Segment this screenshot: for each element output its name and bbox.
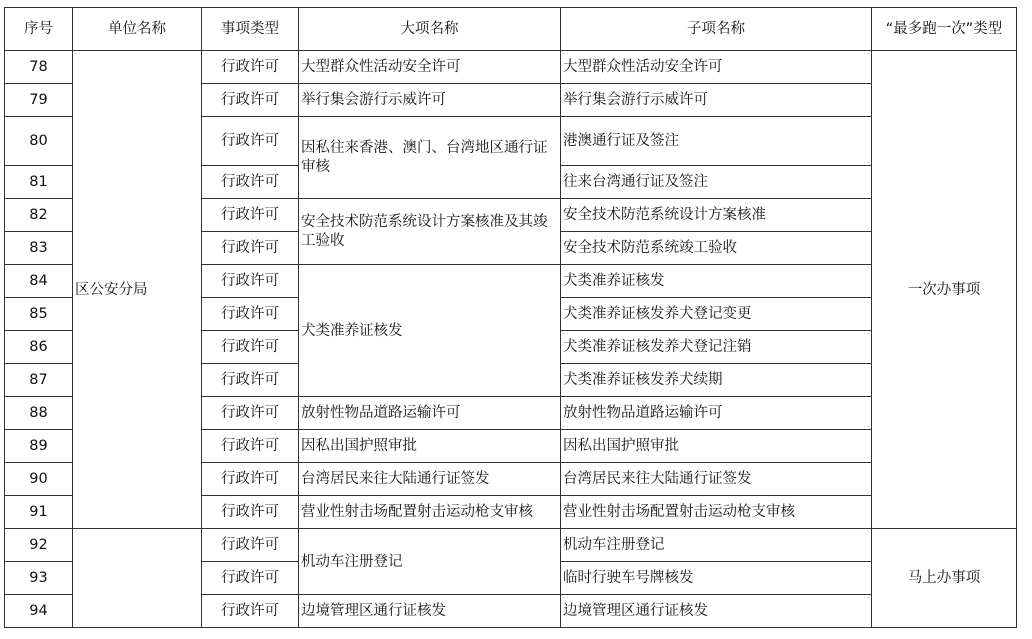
major-cell: 因私出国护照审批 [299, 430, 561, 463]
type-cell: 行政许可 [202, 199, 299, 232]
seq-cell: 78 [5, 51, 73, 84]
major-cell: 犬类准养证核发 [299, 265, 561, 397]
major-cell: 安全技术防范系统设计方案核准及其竣工验收 [299, 199, 561, 265]
sub-cell: 临时行驶车号牌核发 [561, 562, 872, 595]
header-major: 大项名称 [299, 8, 561, 51]
header-unit: 单位名称 [73, 8, 202, 51]
type-cell: 行政许可 [202, 298, 299, 331]
seq-cell: 86 [5, 331, 73, 364]
seq-cell: 80 [5, 117, 73, 166]
sub-cell: 港澳通行证及签注 [561, 117, 872, 166]
unit-cell-empty [73, 529, 202, 628]
type-cell: 行政许可 [202, 430, 299, 463]
header-seq: 序号 [5, 8, 73, 51]
seq-cell: 92 [5, 529, 73, 562]
seq-cell: 83 [5, 232, 73, 265]
sub-cell: 举行集会游行示威许可 [561, 84, 872, 117]
header-run-type: “最多跑一次”类型 [872, 8, 1017, 51]
seq-cell: 82 [5, 199, 73, 232]
type-cell: 行政许可 [202, 529, 299, 562]
sub-cell: 因私出国护照审批 [561, 430, 872, 463]
sub-cell: 营业性射击场配置射击运动枪支审核 [561, 496, 872, 529]
seq-cell: 81 [5, 166, 73, 199]
type-cell: 行政许可 [202, 364, 299, 397]
major-cell: 营业性射击场配置射击运动枪支审核 [299, 496, 561, 529]
major-cell: 放射性物品道路运输许可 [299, 397, 561, 430]
type-cell: 行政许可 [202, 496, 299, 529]
seq-cell: 93 [5, 562, 73, 595]
major-cell: 台湾居民来往大陆通行证签发 [299, 463, 561, 496]
major-cell: 举行集会游行示威许可 [299, 84, 561, 117]
type-cell: 行政许可 [202, 51, 299, 84]
sub-cell: 往来台湾通行证及签注 [561, 166, 872, 199]
type-cell: 行政许可 [202, 463, 299, 496]
type-cell: 行政许可 [202, 265, 299, 298]
seq-cell: 88 [5, 397, 73, 430]
run-type-cell: 一次办事项 [872, 51, 1017, 529]
sub-cell: 边境管理区通行证核发 [561, 595, 872, 628]
seq-cell: 91 [5, 496, 73, 529]
sub-cell: 机动车注册登记 [561, 529, 872, 562]
major-cell: 边境管理区通行证核发 [299, 595, 561, 628]
sub-cell: 犬类准养证核发养犬登记注销 [561, 331, 872, 364]
run-type-cell: 马上办事项 [872, 529, 1017, 628]
sub-cell: 放射性物品道路运输许可 [561, 397, 872, 430]
seq-cell: 85 [5, 298, 73, 331]
type-cell: 行政许可 [202, 595, 299, 628]
seq-cell: 79 [5, 84, 73, 117]
seq-cell: 87 [5, 364, 73, 397]
major-cell: 大型群众性活动安全许可 [299, 51, 561, 84]
table-row [5, 51, 1017, 84]
sub-cell: 犬类准养证核发 [561, 265, 872, 298]
seq-cell: 94 [5, 595, 73, 628]
sub-cell: 安全技术防范系统竣工验收 [561, 232, 872, 265]
type-cell: 行政许可 [202, 562, 299, 595]
seq-cell: 84 [5, 265, 73, 298]
seq-cell: 89 [5, 430, 73, 463]
type-cell: 行政许可 [202, 232, 299, 265]
unit-cell: 区公安分局 [73, 51, 202, 529]
header-type: 事项类型 [202, 8, 299, 51]
header-row [5, 8, 1017, 51]
type-cell: 行政许可 [202, 397, 299, 430]
sub-cell: 安全技术防范系统设计方案核准 [561, 199, 872, 232]
sub-cell: 台湾居民来往大陆通行证签发 [561, 463, 872, 496]
sub-cell: 犬类准养证核发养犬登记变更 [561, 298, 872, 331]
seq-cell: 90 [5, 463, 73, 496]
type-cell: 行政许可 [202, 84, 299, 117]
type-cell: 行政许可 [202, 117, 299, 166]
major-cell: 因私往来香港、澳门、台湾地区通行证审核 [299, 117, 561, 199]
header-sub: 子项名称 [561, 8, 872, 51]
major-cell: 机动车注册登记 [299, 529, 561, 595]
sub-cell: 犬类准养证核发养犬续期 [561, 364, 872, 397]
type-cell: 行政许可 [202, 331, 299, 364]
type-cell: 行政许可 [202, 166, 299, 199]
sub-cell: 大型群众性活动安全许可 [561, 51, 872, 84]
service-items-table [4, 7, 1017, 628]
table-row [5, 529, 1017, 562]
